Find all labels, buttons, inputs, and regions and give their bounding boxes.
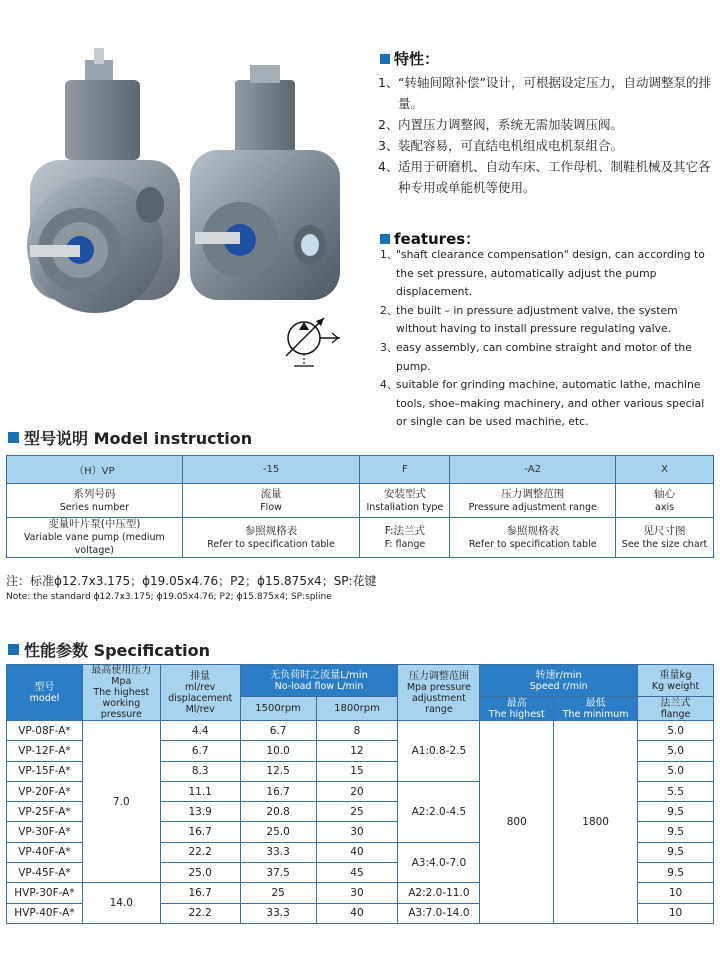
table-row: VP-40F-A* 22.2 33.3 40 A3:4.0-7.0 9.5 bbox=[7, 842, 714, 862]
bullet-square-icon bbox=[8, 644, 19, 655]
adjustment-cell: A3:7.0-14.0 bbox=[398, 903, 480, 923]
model-cell: 变量叶片泵(中压型) Variable vane pump (medium voltage) bbox=[7, 518, 183, 558]
specification-heading: 性能参数 Specification bbox=[8, 638, 210, 661]
model-code-cell: X bbox=[616, 456, 714, 484]
adjustment-cell: A2:2.0-4.5 bbox=[398, 781, 480, 842]
table-row: VP-15F-A* 8.3 12.5 15 5.0 bbox=[7, 761, 714, 781]
table-row: HVP-40F-A* 22.2 33.3 40 A3:7.0-14.0 10 bbox=[7, 903, 714, 923]
table-row bbox=[7, 484, 714, 518]
model-cell: 见尺寸图 See the size chart bbox=[616, 518, 714, 558]
note-cn: 注：标准ϕ12.7x3.175；ϕ19.05x4.76；P2；ϕ15.875x4；SP:花键 bbox=[6, 574, 377, 588]
table-row bbox=[7, 456, 714, 484]
model-cell: 压力调整范围 Pressure adjustment range bbox=[450, 484, 616, 518]
adjustment-cell: A3:4.0-7.0 bbox=[398, 842, 480, 883]
specification-table bbox=[6, 664, 714, 924]
vane-pump-photo bbox=[10, 40, 350, 320]
table-row: VP-45F-A* 25.0 37.5 45 9.5 bbox=[7, 863, 714, 883]
table-row: VP-20F-A* 11.1 16.7 20 A2:2.0-4.5 5.5 bbox=[7, 781, 714, 801]
speed-max-cell: 800 bbox=[480, 721, 554, 924]
header-flow: 无负荷时之流量L/min No-load flow L/min bbox=[240, 665, 398, 697]
model-cell: 参照规格表 Refer to specification table bbox=[450, 518, 616, 558]
model-cell: 流量 Flow bbox=[182, 484, 360, 518]
model-code-cell: （H）VP bbox=[7, 456, 183, 484]
list-item: 4、 适用于研磨机、自动车床、工作母机、制鞋机械及其它各种专用或单能机等使用。 bbox=[378, 159, 711, 195]
model-cell: 系列号码 Series number bbox=[7, 484, 183, 518]
list-item: 4、 suitable for grinding machine, automatic lathe, machine tools, shoe–making machinery, and other various special or single can be used machine, etc. bbox=[380, 378, 705, 429]
variable-pump-symbol-icon bbox=[272, 300, 352, 375]
bullet-square-icon bbox=[8, 432, 19, 443]
table-row: VP-30F-A* 16.7 25.0 30 9.5 bbox=[7, 822, 714, 842]
adjustment-cell: A2:2.0-11.0 bbox=[398, 883, 480, 903]
features-cn-heading bbox=[380, 48, 439, 69]
header-adjustment: 压力调整范围 Mpa pressure adjustment range bbox=[398, 665, 480, 721]
features-cn-title: 特性： bbox=[394, 50, 440, 68]
header-displacement: 排量 ml/rev displacement Ml/rev bbox=[160, 665, 240, 721]
header-flange: 法兰式 flange bbox=[638, 697, 714, 721]
header-pressure: 最高使用压力 Mpa The highest working pressure bbox=[82, 665, 160, 721]
header-flow-1500: 1500rpm bbox=[240, 697, 316, 721]
model-cell: 安装型式 Installation type bbox=[360, 484, 450, 518]
model-code-cell: -A2 bbox=[450, 456, 616, 484]
table-header-row bbox=[7, 665, 714, 697]
header-flow-1800: 1800rpm bbox=[316, 697, 398, 721]
header-speed-max: 最高 The highest bbox=[480, 697, 554, 721]
table-row: VP-25F-A* 13.9 20.8 25 9.5 bbox=[7, 802, 714, 822]
header-speed-min: 最低 The minimum bbox=[554, 697, 638, 721]
table-row: VP-08F-A* 7.0 4.4 6.7 8 A1:0.8-2.5 800 1800 5.0 bbox=[7, 721, 714, 741]
pressure-cell: 7.0 bbox=[82, 721, 160, 883]
list-item: 2、 内置压力调整阀，系统无需加装调压阀。 bbox=[378, 117, 624, 132]
model-code-cell: F bbox=[360, 456, 450, 484]
list-item: 2、 the built – in pressure adjustment valve, the system without having to install pressure regulating valve. bbox=[380, 303, 678, 336]
model-cell: 轴心 axis bbox=[616, 484, 714, 518]
model-code-cell: -15 bbox=[182, 456, 360, 484]
header-speed: 转速r/min Speed r/min bbox=[480, 665, 638, 697]
table-row: VP-12F-A* 6.7 10.0 12 5.0 bbox=[7, 741, 714, 761]
header-weight: 重量kg Kg weight bbox=[638, 665, 714, 697]
features-cn-list bbox=[378, 72, 713, 198]
model-instruction-table bbox=[6, 455, 714, 558]
model-cell: F:法兰式 F: flange bbox=[360, 518, 450, 558]
bullet-square-icon bbox=[380, 234, 390, 244]
list-item: 3、 easy assembly, can combine straight and motor of the pump. bbox=[380, 340, 692, 373]
speed-min-cell: 1800 bbox=[554, 721, 638, 924]
bullet-square-icon bbox=[380, 54, 390, 64]
list-item: 1、 “转轴间隙补偿”设计，可根据设定压力，自动调整泵的排量。 bbox=[378, 75, 711, 111]
features-en-list bbox=[380, 246, 718, 432]
list-item: 3、 装配容易，可直结电机组成电机泵组合。 bbox=[378, 138, 624, 153]
features-en-title: features： bbox=[394, 230, 481, 248]
model-cell: 参照规格表 Refer to specification table bbox=[182, 518, 360, 558]
note-en: Note: the standard ϕ12.7x3.175; ϕ19.05x4.76; P2; ϕ15.875x4; SP:spline bbox=[6, 592, 332, 602]
table-row: HVP-30F-A* 14.0 16.7 25 30 A2:2.0-11.0 10 bbox=[7, 883, 714, 903]
list-item: 1、 "shaft clearance compensation" design, can according to the set pressure, automatically adjust the pump displacement. bbox=[380, 248, 705, 299]
model-instruction-heading: 型号说明 Model instruction bbox=[8, 426, 252, 449]
header-model: 型号 model bbox=[7, 665, 83, 721]
pressure-cell: 14.0 bbox=[82, 883, 160, 924]
table-row bbox=[7, 518, 714, 558]
adjustment-cell: A1:0.8-2.5 bbox=[398, 721, 480, 782]
